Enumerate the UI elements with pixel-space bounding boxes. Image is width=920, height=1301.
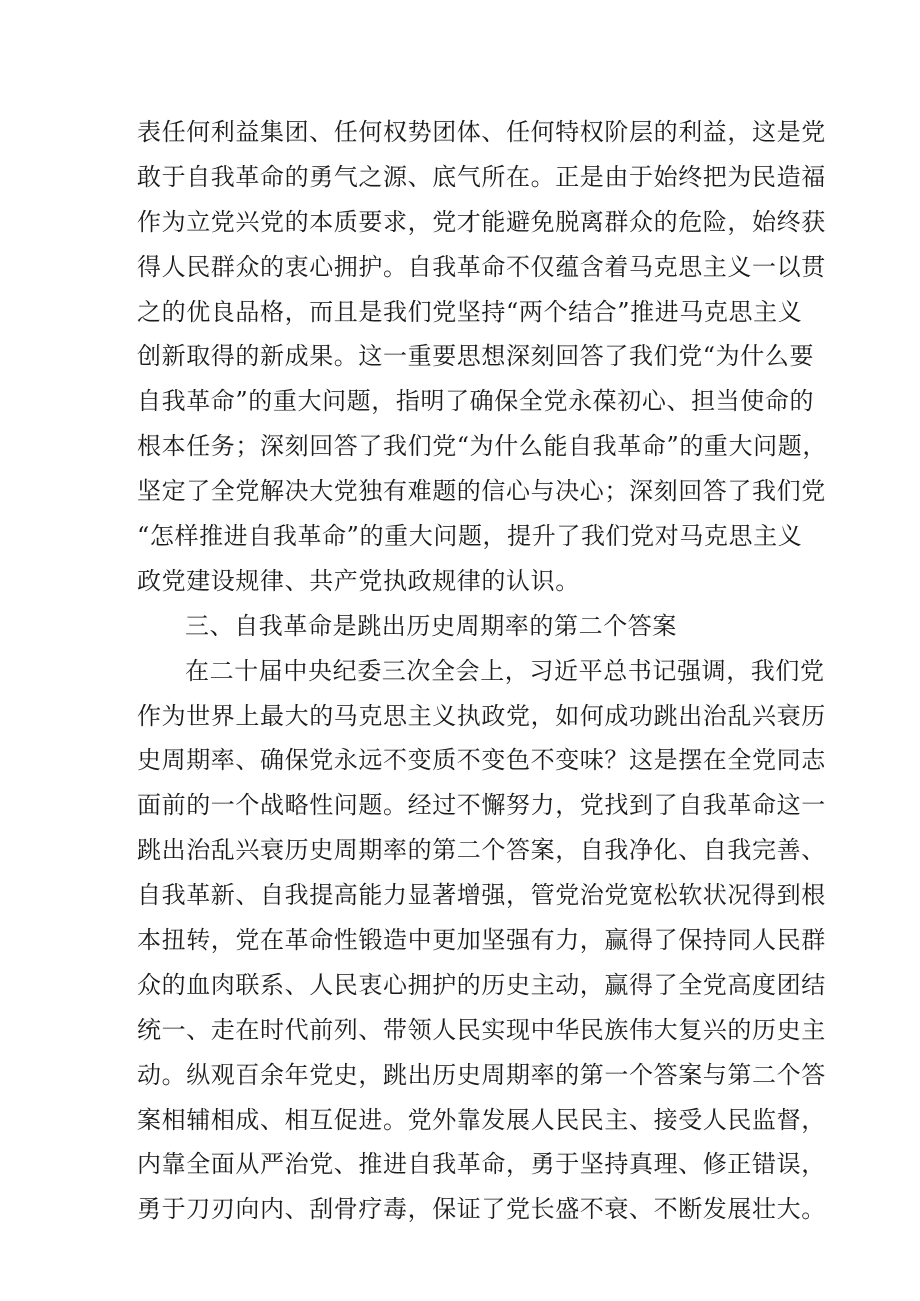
paragraph-line: 根本任务；深刻回答了我们党“为什么能自我革命”的重大问题， (137, 432, 827, 461)
paragraph-line: 众的血肉联系、人民衷心拥护的历史主动，赢得了全党高度团结 (137, 970, 826, 999)
paragraph-line: 作为立党兴党的本质要求，党才能避免脱离群众的危险，始终获 (137, 207, 826, 236)
paragraph-line: 自我革新、自我提高能力显著增强，管党治党宽松软状况得到根 (137, 881, 826, 910)
paragraph-line: 跳出治乱兴衰历史周期率的第二个答案，自我净化、自我完善、 (137, 836, 826, 865)
paragraph-line: 政党建设规律、共产党执政规律的认识。 (137, 566, 580, 595)
paragraph-line: 史周期率、确保党永远不变质不变色不变味？这是摆在全党同志 (137, 746, 826, 775)
paragraph-line: 之的优良品格，而且是我们党坚持“两个结合”推进马克思主义 (137, 297, 803, 326)
paragraph-line: 案相辅相成、相互促进。党外靠发展人民民主、接受人民监督， (137, 1105, 826, 1134)
paragraph-line: 作为世界上最大的马克思主义执政党，如何成功跳出治乱兴衰历 (137, 701, 826, 730)
section-heading: 三、自我革命是跳出历史周期率的第二个答案 (185, 611, 677, 640)
paragraph-line: 得人民群众的衷心拥护。自我革命不仅蕴含着马克思主义一以贯 (137, 252, 826, 281)
paragraph-line: 统一、走在时代前列、带领人民实现中华民族伟大复兴的历史主 (137, 1015, 826, 1044)
paragraph-line: 勇于刀刃向内、刮骨疗毒，保证了党长盛不衰、不断发展壮大。 (137, 1195, 826, 1224)
paragraph-line: 表任何利益集团、任何权势团体、任何特权阶层的利益，这是党 (137, 118, 826, 146)
paragraph-line: 创新取得的新成果。这一重要思想深刻回答了我们党“为什么要 (137, 342, 815, 371)
paragraph-line: 自我革命”的重大问题，指明了确保全党永葆初心、担当使命的 (137, 387, 815, 416)
paragraph-line: 敢于自我革命的勇气之源、底气所在。正是由于始终把为民造福 (137, 162, 826, 191)
paragraph-line: 坚定了全党解决大党独有难题的信心与决心；深刻回答了我们党 (137, 477, 826, 506)
document-body (137, 110, 827, 1232)
paragraph-line: 内靠全面从严治党、推进自我革命，勇于坚持真理、修正错误， (137, 1150, 826, 1179)
paragraph-line: 在二十届中央纪委三次全会上，习近平总书记强调，我们党 (185, 656, 825, 685)
paragraph-line: 面前的一个战略性问题。经过不懈努力，党找到了自我革命这一 (137, 791, 826, 820)
paragraph-line: 本扭转，党在革命性锻造中更加坚强有力，赢得了保持同人民群 (137, 926, 826, 955)
paragraph-line: 动。纵观百余年党史，跳出历史周期率的第一个答案与第二个答 (137, 1060, 826, 1089)
paragraph-line: “怎样推进自我革命”的重大问题，提升了我们党对马克思主义 (137, 522, 803, 551)
